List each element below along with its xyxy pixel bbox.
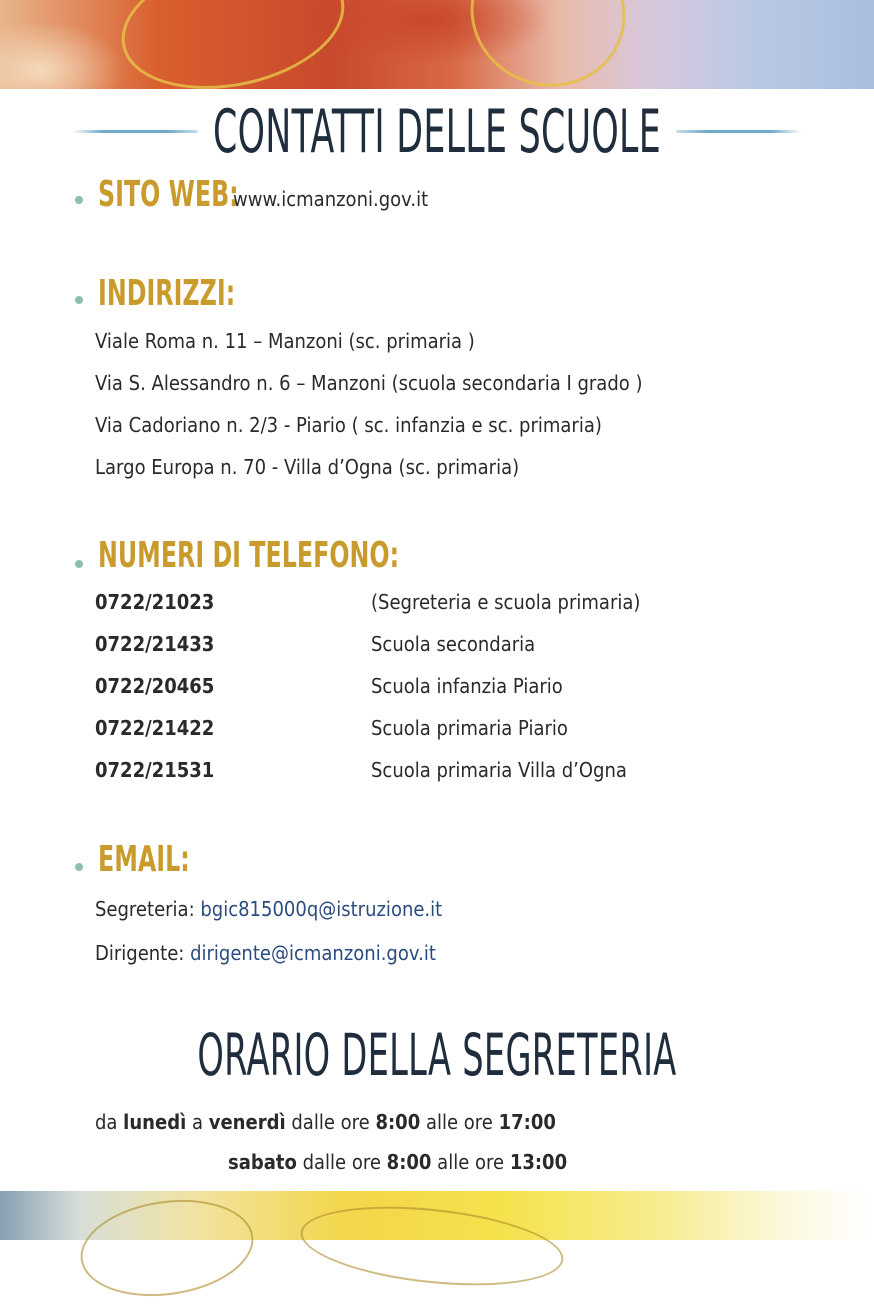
website-label: SITO WEB: — [98, 174, 239, 215]
bullet-icon — [75, 560, 83, 568]
hours-open-time: 8:00 — [386, 1150, 432, 1174]
email-label: EMAIL: — [98, 839, 190, 880]
email-link[interactable]: dirigente@icmanzoni.gov.it — [190, 941, 436, 965]
address-item: Largo Europa n. 70 - Villa d’Ogna (sc. primaria) — [95, 455, 520, 479]
gold-vein-decoration — [109, 0, 356, 108]
hours-saturday — [228, 1150, 567, 1174]
bullet-icon — [75, 196, 83, 204]
hours-text: dalle ore — [302, 1150, 381, 1174]
address-item: Via S. Alessandro n. 6 – Manzoni (scuola secondaria I grado ) — [95, 371, 643, 395]
heading-rule-left — [72, 130, 198, 133]
email-row-dirigente — [95, 941, 436, 965]
phone-number[interactable]: 0722/21433 — [95, 632, 215, 656]
address-item: Via Cadoriano n. 2/3 - Piario ( sc. infanzia e sc. primaria) — [95, 413, 602, 437]
heading-rule-right — [676, 130, 802, 133]
phone-number[interactable]: 0722/21531 — [95, 758, 215, 782]
hours-day: sabato — [228, 1150, 297, 1174]
address-item: Viale Roma n. 11 – Manzoni (sc. primaria ) — [95, 329, 475, 353]
hours-title: ORARIO DELLA SEGRETERIA — [197, 1021, 677, 1089]
phone-description: (Segreteria e scuola primaria) — [371, 590, 641, 614]
hours-text: alle ore — [425, 1110, 493, 1134]
hours-text: da — [95, 1110, 118, 1134]
bullet-icon — [75, 863, 83, 871]
email-link[interactable]: bgic815000q@istruzione.it — [200, 897, 443, 921]
hours-weekday — [95, 1110, 556, 1134]
hours-text: a — [191, 1110, 204, 1134]
hours-close-time: 13:00 — [509, 1150, 568, 1174]
gold-vein-decoration — [297, 1195, 567, 1296]
phone-description: Scuola primaria Villa d’Ogna — [371, 758, 627, 782]
phone-description: Scuola infanzia Piario — [371, 674, 563, 698]
phones-label: NUMERI DI TELEFONO: — [98, 535, 400, 576]
addresses-label: INDIRIZZI: — [98, 273, 236, 314]
phone-number[interactable]: 0722/20465 — [95, 674, 215, 698]
phone-number[interactable]: 0722/21023 — [95, 590, 215, 614]
bullet-icon — [75, 296, 83, 304]
website-link[interactable]: www.icmanzoni.gov.it — [233, 187, 429, 211]
hours-text: dalle ore — [291, 1110, 370, 1134]
email-row-segreteria — [95, 897, 442, 921]
hours-day-from: lunedì — [123, 1110, 187, 1134]
email-row-label: Segreteria: — [95, 897, 195, 921]
hours-close-time: 17:00 — [498, 1110, 556, 1134]
phone-description: Scuola secondaria — [371, 632, 536, 656]
hours-open-time: 8:00 — [375, 1110, 421, 1134]
phone-number[interactable]: 0722/21422 — [95, 716, 215, 740]
email-row-label: Dirigente: — [95, 941, 185, 965]
hours-text: alle ore — [437, 1150, 505, 1174]
bottom-decorative-banner — [0, 1191, 874, 1240]
phone-description: Scuola primaria Piario — [371, 716, 568, 740]
gold-vein-decoration — [450, 0, 647, 108]
page-title: CONTATTI DELLE SCUOLE — [213, 97, 661, 167]
hours-day-to: venerdì — [208, 1110, 286, 1134]
gold-vein-decoration — [74, 1189, 259, 1306]
top-decorative-banner — [0, 0, 874, 89]
